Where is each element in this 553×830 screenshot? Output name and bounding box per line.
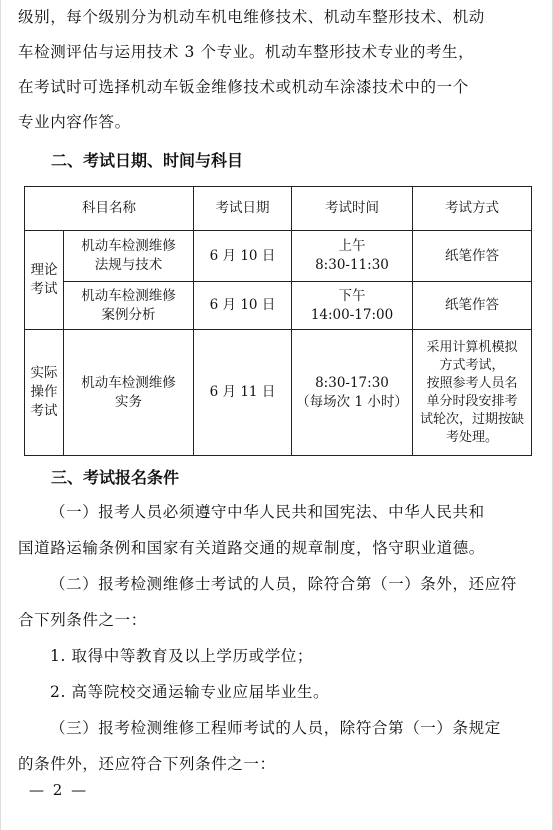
table-row <box>25 231 532 282</box>
cell-subject: 机动车检测维修 实务 <box>64 330 194 456</box>
cell-date: 6 月 11 日 <box>194 330 292 456</box>
cell-date: 6 月 10 日 <box>194 231 292 282</box>
group-practice: 实际 操作 考试 <box>25 330 64 456</box>
cell-subject: 机动车检测维修 法规与技术 <box>64 231 194 282</box>
intro-line-2: 车检测评估与运用技术 3 个专业。机动车整形技术专业的考生， <box>18 43 475 61</box>
para-3-line-2: 的条件外，还应符合下列条件之一： <box>18 755 276 773</box>
header-subject: 科目名称 <box>25 187 194 231</box>
header-method: 考试方式 <box>413 187 532 231</box>
intro-line-4: 专业内容作答。 <box>18 113 131 131</box>
list-item-2: 2. 高等院校交通运输专业应届毕业生。 <box>50 683 330 701</box>
section-2-heading: 二、考试日期、时间与科目 <box>51 151 244 170</box>
cell-time: 8:30-17:30 （每场次 1 小时） <box>292 330 413 456</box>
list-item-1: 1. 取得中等教育及以上学历或学位； <box>50 647 314 665</box>
cell-time: 下午 14:00-17:00 <box>292 282 413 330</box>
cell-method: 采用计算机模拟 方式考试， 按照参考人员名 单分时段安排考 试轮次，过期按缺 考处理。 <box>413 330 532 456</box>
cell-method: 纸笔作答 <box>413 231 532 282</box>
intro-line-1: 级别，每个级别分为机动车机电维修技术、机动车整形技术、机动 <box>18 8 485 26</box>
para-3-line-1: （三）报考检测维修工程师考试的人员，除符合第（一）条规定 <box>50 719 501 737</box>
header-time: 考试时间 <box>292 187 413 231</box>
table-row <box>25 330 532 456</box>
para-1-line-2: 国道路运输条例和国家有关道路交通的规章制度，恪守职业道德。 <box>18 539 485 557</box>
page-number: — 2 — <box>29 781 89 799</box>
table-header-row <box>25 187 532 231</box>
table-row <box>25 282 532 330</box>
cell-method: 纸笔作答 <box>413 282 532 330</box>
para-2-line-2: 合下列条件之一： <box>18 611 147 629</box>
para-2-line-1: （二）报考检测维修士考试的人员，除符合第（一）条外，还应符 <box>50 575 517 593</box>
cell-date: 6 月 10 日 <box>194 282 292 330</box>
intro-line-3: 在考试时可选择机动车钣金维修技术或机动车涂漆技术中的一个 <box>18 78 469 96</box>
group-theory: 理论 考试 <box>25 231 64 330</box>
exam-schedule-table <box>24 186 532 456</box>
section-3-heading: 三、考试报名条件 <box>51 468 180 487</box>
cell-subject: 机动车检测维修 案例分析 <box>64 282 194 330</box>
para-1-line-1: （一）报考人员必须遵守中华人民共和国宪法、中华人民共和 <box>50 503 485 521</box>
cell-time: 上午 8:30-11:30 <box>292 231 413 282</box>
header-date: 考试日期 <box>194 187 292 231</box>
